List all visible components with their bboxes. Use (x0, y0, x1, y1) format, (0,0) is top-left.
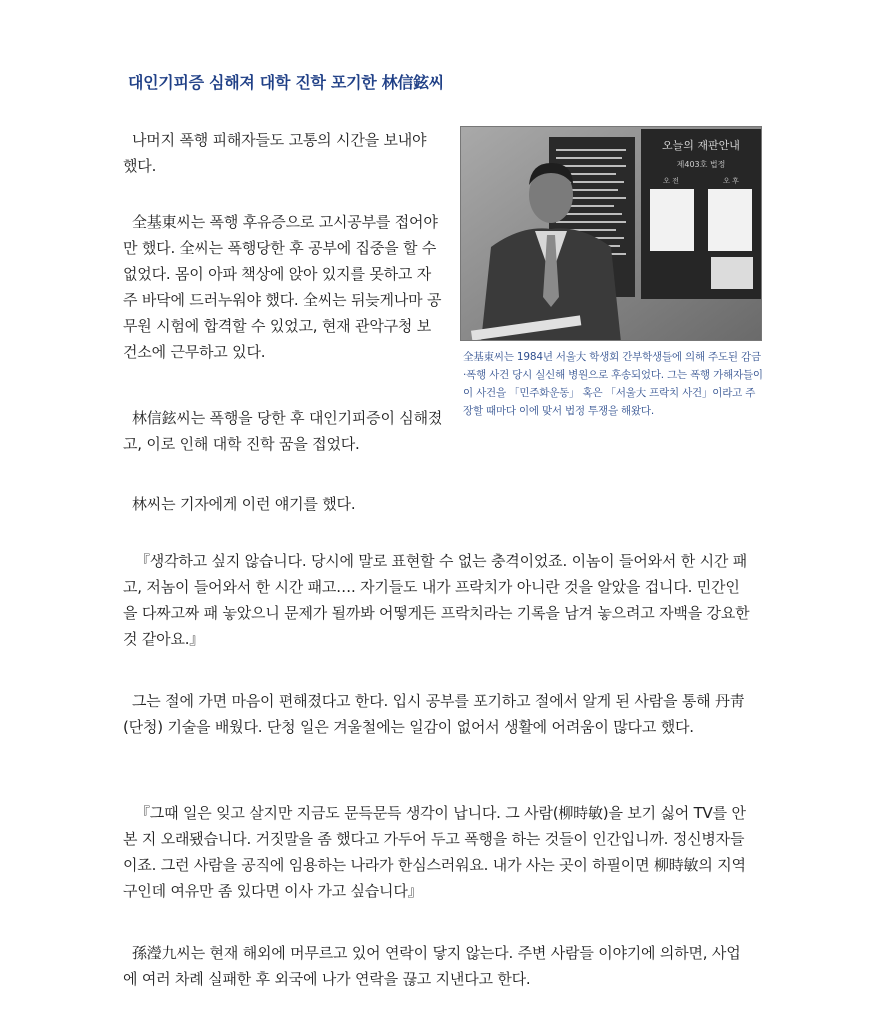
paragraph-4: 林씨는 기자에게 이런 얘기를 했다. (132, 495, 356, 513)
schedule-board-title: 오늘의 재판안내 (662, 139, 740, 152)
paragraph-5-quote: 『생각하고 싶지 않습니다. 당시에 말로 표현할 수 없는 충격이었죠. 이놈이 들어와서 한 시간 패고, 저놈이 들어와서 한 시간 패고…. 자기들도 내가 프락치가 아니란 것을 알았을 겁니다. 민간인을 다짜고짜 패 놓았으니 문제가 될까봐 어떻게든 프락치라는 기록을 남겨 놓으려고 자백을 강요한 것 같아요.』 (123, 552, 750, 648)
article-headline: 대인기피증 심해져 대학 진학 포기한 林信鉉씨 (128, 73, 444, 92)
photo-scene (461, 127, 762, 341)
paragraph-3: 林信鉉씨는 폭행을 당한 후 대인기피증이 심해졌고, 이로 인해 대학 진학 꿈을 접었다. (123, 409, 443, 453)
paragraph-6: 그는 절에 가면 마음이 편해졌다고 한다. 입시 공부를 포기하고 절에서 알게 된 사람을 통해 丹靑(단청) 기술을 배웠다. 단청 일은 겨울철에는 일감이 없어서 생활에 어려움이 많다고 했다. (123, 692, 745, 736)
schedule-sheet-am (650, 189, 694, 251)
paragraph-2: 全基東씨는 폭행 후유증으로 고시공부를 접어야만 했다. 全씨는 폭행당한 후 공부에 집중을 할 수 없었다. 몸이 아파 책상에 앉아 있지를 못하고 자주 바닥에 드러누워야 했다. 全씨는 뒤늦게나마 공무원 시험에 합격할 수 있었고, 현재 관악구청 보건소에 근무하고 있다. (123, 213, 442, 361)
paragraph-8: 孫瀅九씨는 현재 해외에 머무르고 있어 연락이 닿지 않는다. 주변 사람들 이야기에 의하면, 사업에 여러 차례 실패한 후 외국에 나가 연락을 끊고 지낸다고 한다. (123, 944, 741, 988)
schedule-sheet-pm (708, 189, 752, 251)
article-photo (460, 126, 762, 341)
schedule-col-am: 오 전 (663, 177, 679, 185)
schedule-col-pm: 오 후 (723, 177, 739, 185)
paragraph-1: 나머지 폭행 피해자들도 고통의 시간을 보내야 했다. (123, 131, 427, 175)
photo-caption: 全基東씨는 1984년 서울大 학생회 간부학생들에 의해 주도된 감금·폭행 사건 당시 실신해 병원으로 후송되었다. 그는 폭행 가해자들이 이 사건을 「민주화운동」 혹은 「서울大 프락치 사건」이라고 주장할 때마다 이에 맞서 법정 투쟁을 해왔다. (463, 351, 763, 417)
schedule-board-room: 제403호 법정 (676, 160, 726, 169)
schedule-note (711, 257, 753, 289)
paragraph-7-quote: 『그때 일은 잊고 살지만 지금도 문득문득 생각이 납니다. 그 사람(柳時敏)을 보기 싫어 TV를 안 본 지 오래됐습니다. 거짓말을 좀 했다고 가두어 두고 폭행을 하는 것들이 인간입니까. 정신병자들이죠. 그런 사람을 공직에 임용하는 나라가 한심스러워요. 내가 사는 곳이 하필이면 柳時敏의 지역구인데 여유만 좀 있다면 이사 가고 싶습니다』 (123, 804, 746, 900)
